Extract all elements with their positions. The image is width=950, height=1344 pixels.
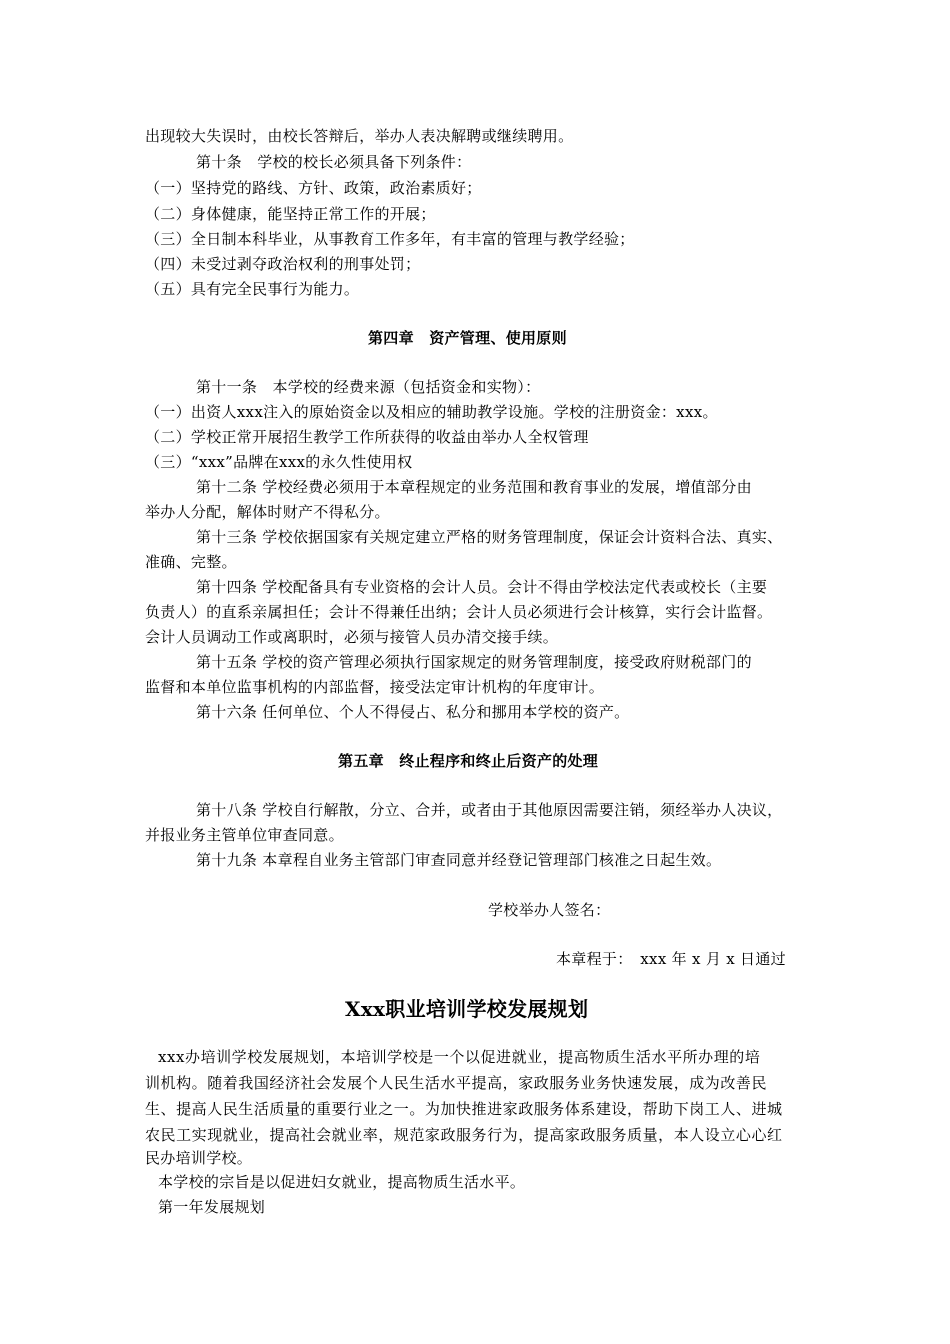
text-line: 出现较大失误时，由校长答辩后，举办人表决解聘或继续聘用。 xyxy=(145,127,574,145)
article-12: 第十二条 学校经费必须用于本章程规定的业务范围和教育事业的发展，增值部分由 xyxy=(196,478,752,496)
list-item: （二）身体健康，能坚持正常工作的开展； xyxy=(145,205,436,223)
text-line: 负责人）的直系亲属担任；会计不得兼任出纳；会计人员必须进行会计核算，实行会计监督。 xyxy=(145,603,773,621)
list-item: （一）坚持党的路线、方针、政策，政治素质好； xyxy=(145,179,482,197)
adoption-date: 本章程于： xxx 年 x 月 x 日通过 xyxy=(556,950,786,968)
text-line: 监督和本单位监事机构的内部监督，接受法定审计机构的年度审计。 xyxy=(145,678,605,696)
plan-paragraph-line: 训机构。随着我国经济社会发展个人民生活水平提高，家政服务业务快速发展，成为改善民 xyxy=(145,1074,768,1092)
text-line: 举办人分配，解体时财产不得私分。 xyxy=(145,503,390,521)
plan-paragraph-line: xxx办培训学校发展规划，本培训学校是一个以促进就业，提高物质生活水平所办理的培 xyxy=(158,1048,761,1066)
text-line: 并报业务主管单位审查同意。 xyxy=(145,826,344,844)
list-item: （一）出资人xxx注入的原始资金以及相应的辅助教学设施。学校的注册资金：xxx。 xyxy=(145,403,718,421)
plan-title: Xxx职业培训学校发展规划 xyxy=(345,997,589,1021)
list-item: （二）学校正常开展招生教学工作所获得的收益由举办人全权管理 xyxy=(145,428,589,446)
text-line: 准确、完整。 xyxy=(145,553,237,571)
article-10: 第十条 学校的校长必须具备下列条件： xyxy=(196,153,472,171)
plan-paragraph-line: 生、提高人民生活质量的重要行业之一。为加快推进家政服务体系建设，帮助下岗工人、进城 xyxy=(145,1100,783,1118)
chapter-5-heading: 第五章 终止程序和终止后资产的处理 xyxy=(338,752,599,770)
first-year-plan-heading: 第一年发展规划 xyxy=(158,1198,266,1216)
article-11: 第十一条 本学校的经费来源（包括资金和实物）： xyxy=(196,378,541,396)
article-16: 第十六条 任何单位、个人不得侵占、私分和挪用本学校的资产。 xyxy=(196,703,630,721)
chapter-4-heading: 第四章 资产管理、使用原则 xyxy=(368,329,567,347)
article-18: 第十八条 学校自行解散，分立、合并，或者由于其他原因需要注销，须经举办人决议， xyxy=(196,801,783,819)
list-item: （四）未受过剥夺政治权利的刑事处罚； xyxy=(145,255,421,273)
article-13: 第十三条 学校依据国家有关规定建立严格的财务管理制度，保证会计资料合法、真实、 xyxy=(196,528,783,546)
text-line: 会计人员调动工作或离职时，必须与接管人员办清交接手续。 xyxy=(145,628,559,646)
article-19: 第十九条 本章程自业务主管部门审查同意并经登记管理部门核准之日起生效。 xyxy=(196,851,722,869)
signature-label: 学校举办人签名： xyxy=(488,901,611,919)
plan-purpose: 本学校的宗旨是以促进妇女就业，提高物质生活水平。 xyxy=(158,1173,526,1191)
list-item: （三）全日制本科毕业，从事教育工作多年，有丰富的管理与教学经验； xyxy=(145,230,635,248)
plan-paragraph-line: 民办培训学校。 xyxy=(145,1149,253,1167)
article-15: 第十五条 学校的资产管理必须执行国家规定的财务管理制度，接受政府财税部门的 xyxy=(196,653,752,671)
plan-paragraph-line: 农民工实现就业，提高社会就业率，规范家政服务行为，提高家政服务质量，本人设立心心红 xyxy=(145,1126,783,1144)
list-item: （五）具有完全民事行为能力。 xyxy=(145,280,360,298)
article-14: 第十四条 学校配备具有专业资格的会计人员。会计不得由学校法定代表或校长（主要 xyxy=(196,578,768,596)
list-item: （三）“xxx”品牌在xxx的永久性使用权 xyxy=(145,453,413,471)
